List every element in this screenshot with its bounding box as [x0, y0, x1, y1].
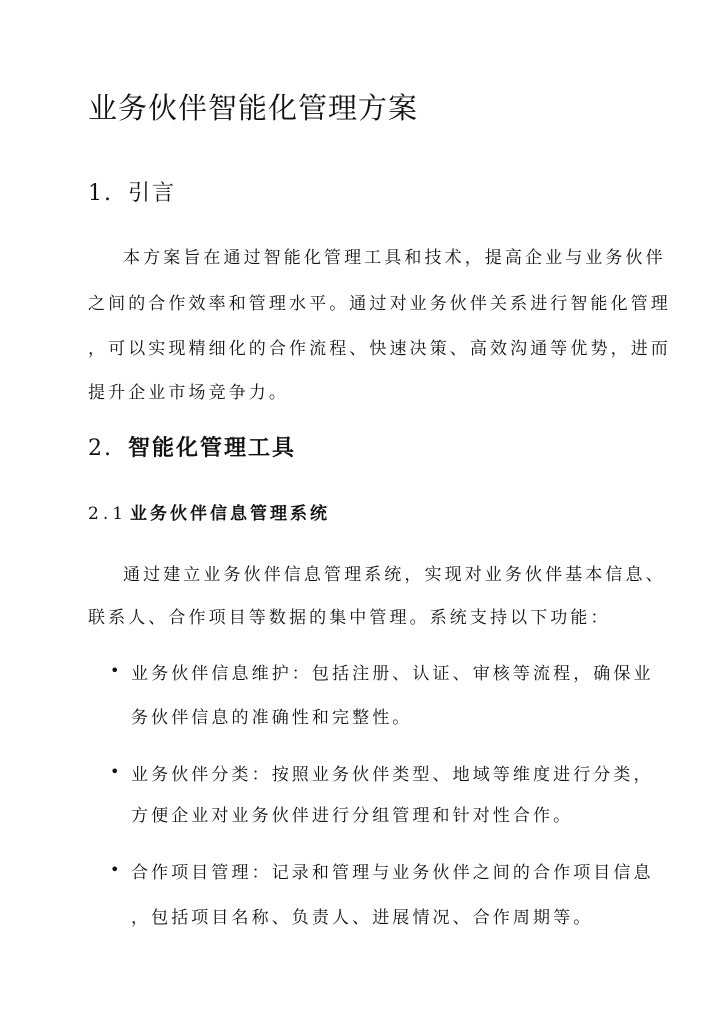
section-1-title: 引言: [128, 181, 177, 206]
subsection-2-1-title: 业务伙伴信息管理系统: [130, 504, 330, 524]
section-2-number: 2.: [88, 436, 113, 461]
subsection-2-1-heading: [88, 499, 330, 524]
bullet-dot-icon: •: [110, 762, 120, 781]
bullet-dot-icon: •: [110, 661, 120, 680]
bullet-dot-icon: •: [110, 860, 120, 879]
bullet-line: 合作项目管理：记录和管理与业务伙伴之间的合作项目信息: [131, 863, 654, 883]
paragraph-line: 提升企业市场竞争力。: [88, 383, 289, 403]
paragraph-line: 本方案旨在通过智能化管理工具和技术，提高企业与业务伙伴: [123, 248, 666, 268]
intro-line: 联系人、合作项目等数据的集中管理。系统支持以下功能：: [88, 608, 611, 628]
bullet-line: 方便企业对业务伙伴进行分组管理和针对性合作。: [131, 806, 574, 826]
paragraph-line: ，可以实现精细化的合作流程、快速决策、高效沟通等优势，进而: [88, 339, 671, 359]
bullet-line: 业务伙伴分类：按照业务伙伴类型、地域等维度进行分类，: [131, 765, 654, 785]
bullet-line: 务伙伴信息的准确性和完整性。: [131, 708, 413, 728]
bullet-line: 业务伙伴信息维护：包括注册、认证、审核等流程，确保业: [131, 664, 654, 684]
section-2-heading: [88, 431, 296, 462]
section-2-title: 智能化管理工具: [128, 435, 297, 461]
paragraph-line: 之间的合作效率和管理水平。通过对业务伙伴关系进行智能化管理: [88, 294, 671, 314]
intro-line: 通过建立业务伙伴信息管理系统，实现对业务伙伴基本信息、: [123, 565, 666, 585]
subsection-2-1-number: 2.1: [88, 504, 128, 524]
bullet-line: ，包括项目名称、负责人、进展情况、合作周期等。: [131, 908, 594, 928]
section-1-number: 1.: [88, 181, 113, 206]
section-1-heading: [88, 176, 176, 207]
document-title: 业务伙伴智能化管理方案: [88, 91, 419, 125]
